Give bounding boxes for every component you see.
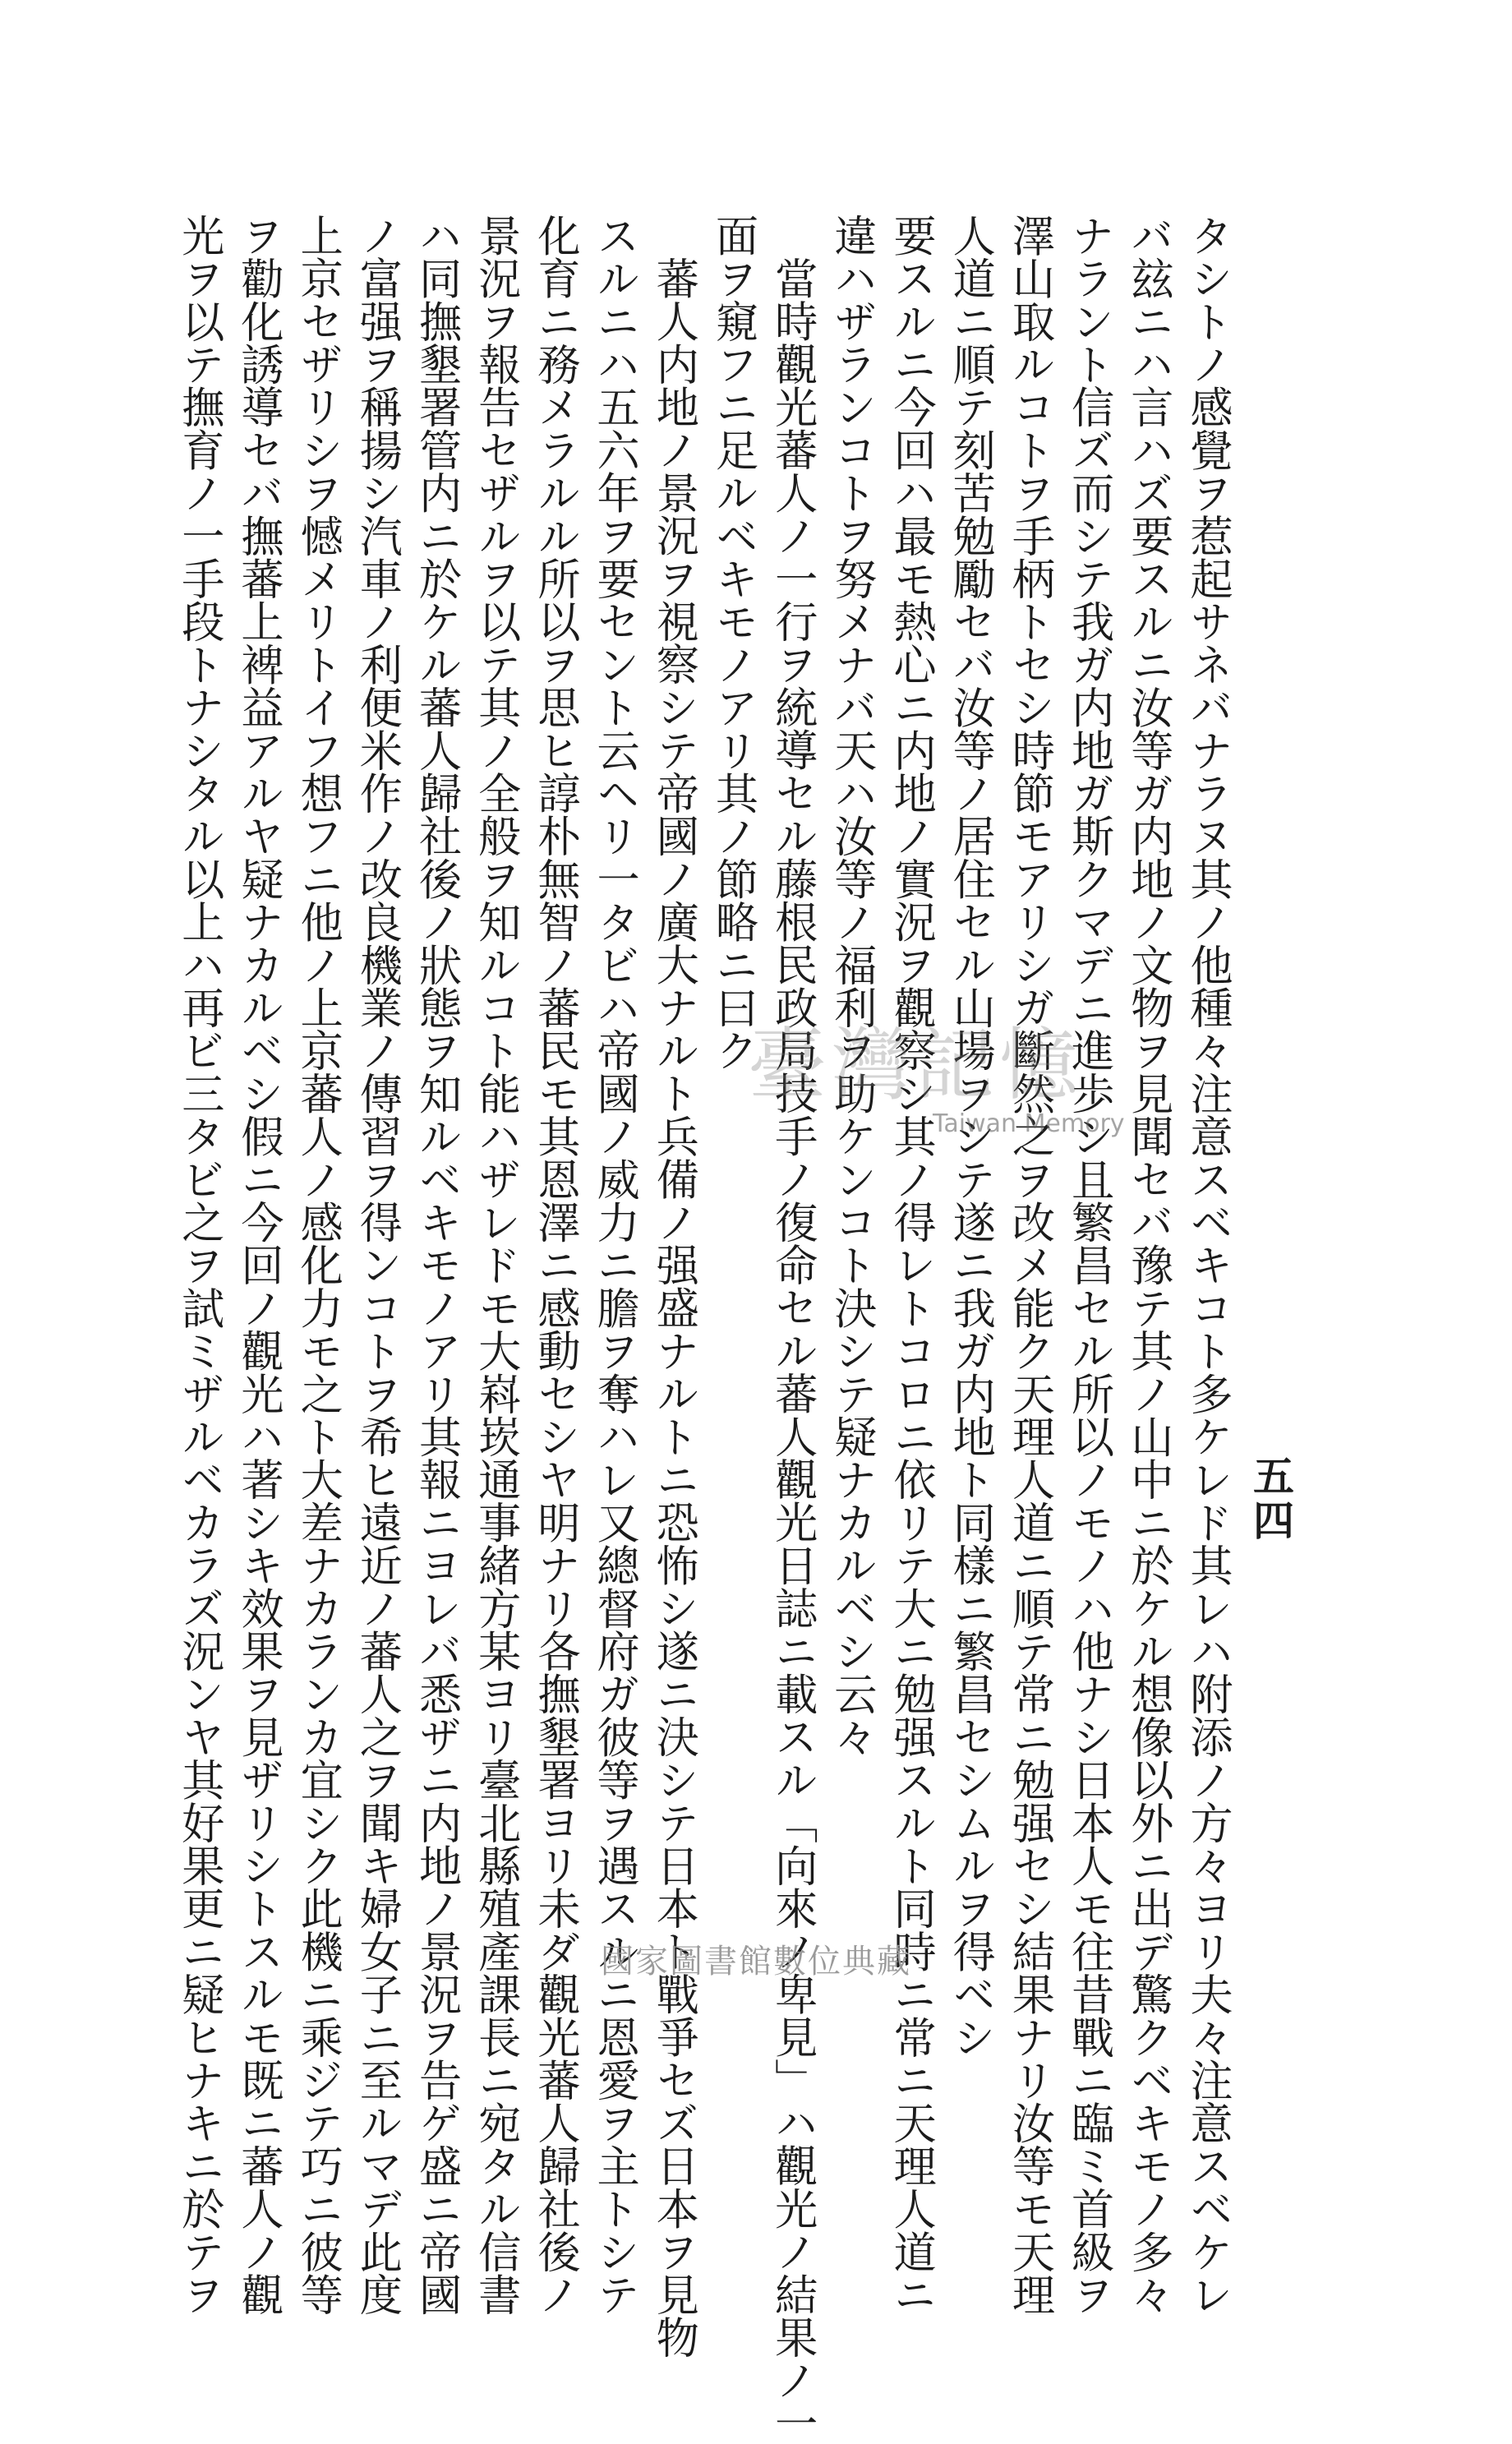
text-column: ハ同撫墾署管内ニ於ケル蕃人歸社後ノ狀態ヲ知ルベキモノアリ其報ニヨレバ悉ザニ内地ノ景況ヲ告ゲ盛ニ帝國: [411, 214, 461, 2316]
text-column: 澤山取ルコトヲ手柄トセシ時節モアリシガ斷然之ヲ改メ能ク天理人道ニ順テ常ニ勉强セシ結果ナリ汝等モ天理: [1004, 214, 1054, 2316]
watermark-title: 臺灣記憶: [748, 1019, 1083, 1111]
text-column: 人道ニ順テ刻苦勉勵セバ汝等ノ居住セル山場ヲシテ遂ニ我ガ内地ト同樣ニ繁昌セシムルヲ得ベシ: [945, 214, 995, 2059]
page-number: 五四: [1247, 1455, 1295, 1543]
watermark-subtitle: Taiwan Memory: [933, 1109, 1125, 1138]
text-column: 要スルニ今回ハ最モ熱心ニ内地ノ實況ヲ觀察シ其ノ得レトコロニ依リテ大ニ勉强スルト同時ニ常ニ天理人道ニ: [886, 214, 936, 2316]
text-column: ノ富强ヲ稱揚シ汽車ノ利便米作ノ改良機業ノ傳習ヲ得ンコトヲ希ヒ遠近ノ蕃人之ヲ聞キ婦女子ニ至ルマデ此度: [352, 214, 402, 2316]
text-column: 面ヲ窺フニ足ルベキモノアリ其ノ節略ニ曰ク: [708, 214, 758, 1072]
text-column: 當時觀光蕃人ノ一行ヲ統導セル藤根民政局技手ノ復命セル蕃人觀光日誌ニ載スル「向來ノ卑見」ハ觀光ノ結果ノ一: [767, 256, 817, 2444]
text-column: ナラント信ズ而シテ我ガ内地ガ斯クマデニ進歩シ且繁昌セル所以ノモノハ他ナシ日本人モ往昔戰ニ臨ミ首級ヲ: [1063, 214, 1113, 2316]
text-column: タシトノ感覺ヲ惹起サネバナラヌ其ノ他種々注意スベキコト多ケレド其レハ附添ノ方々ヨリ夫々注意スベケレ: [1182, 214, 1232, 2316]
footer-credit: 國家圖書館數位典藏: [601, 1943, 911, 1981]
text-column: 化育ニ務メラルル所以ヲ思ヒ諄朴無智ノ蕃民モ其恩澤ニ感動セシヤ明ナリ各撫墾署ヨリ未ダ觀光蕃人歸社後ノ: [529, 214, 579, 2316]
text-column: バ玆ニハ言ハズ要スルニ汝等ガ内地ノ文物ヲ見聞セバ豫テ其ノ山中ニ於ケル想像以外ニ出デ驚クベキモノ多々: [1122, 214, 1173, 2316]
text-column: 景況ヲ報告セザルヲ以テ其ノ全般ヲ知ルコト能ハザレドモ大嵙崁通事緒方某ヨリ臺北縣殖產課長ニ宛タル信書: [470, 214, 520, 2316]
text-column: 違ハザランコトヲ努メナバ天ハ汝等ノ福利ヲ助ケンコト決シテ疑ナカルベシ云々: [826, 214, 876, 1759]
text-column: スルニハ五六年ヲ要セント云ヘリ一タビハ帝國ノ威力ニ膽ヲ奪ハレ又總督府ガ彼等ヲ遇スルニ恩愛ヲ主トシテ: [589, 214, 639, 2316]
text-column: 光ヲ以テ撫育ノ一手段トナシタル以上ハ再ビ三タビ之ヲ試ミザルベカラズ況ンヤ其好果更ニ疑ヒナキニ於テヲ: [173, 214, 224, 2316]
text-column: 蕃人内地ノ景況ヲ視察シテ帝國ノ廣大ナルト兵備ノ强盛ナルトニ恐怖シ遂ニ決シテ日本ト戰爭セズ日本ヲ見物: [648, 256, 698, 2359]
text-column: ヲ勸化誘導セバ撫蕃上裨益アルヤ疑ナカルベシ假ニ今回ノ觀光ハ著シキ效果ヲ見ザリシトスルモ既ニ蕃人ノ觀: [233, 214, 283, 2316]
text-column: 上京セザリシヲ憾メリトイフ想フニ他ノ上京蕃人ノ感化力モ之ト大差ナカランカ宜シク此機ニ乘ジテ巧ニ彼等: [293, 214, 343, 2316]
